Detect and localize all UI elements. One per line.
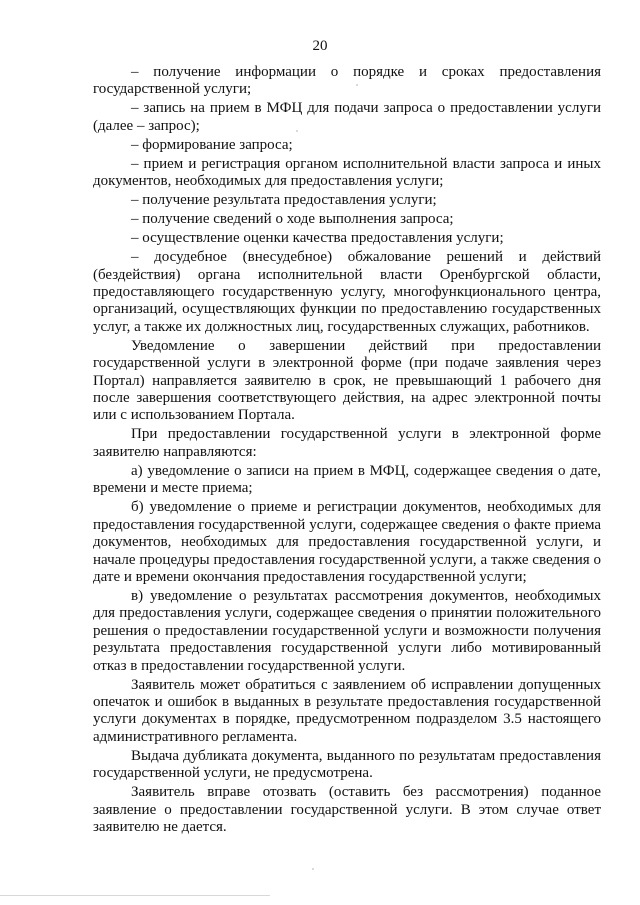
scan-artifact-line	[0, 895, 270, 896]
paragraph: Выдача дубликата документа, выданного по результатам предоставления государственной услуги, не предусмотрена.	[93, 747, 601, 782]
scan-artifact-dot	[312, 868, 314, 870]
paragraph: – получение информации о порядке и сроках предоставления государственной услуги;	[93, 64, 601, 98]
paragraph: – запись на прием в МФЦ для подачи запроса о предоставлении услуги (далее – запрос);	[93, 100, 601, 134]
paragraph: – осуществление оценки качества предоставления услуги;	[131, 230, 504, 247]
page-number: 20	[312, 38, 328, 54]
scan-artifact-dot	[296, 130, 298, 132]
paragraph: – получение сведений о ходе выполнения запроса;	[131, 211, 454, 228]
paragraph: Заявитель может обратиться с заявлением об исправлении допущенных опечаток и ошибок в выданных в результате предоставления государственной услуги документах в порядке, предусмотренном подразделом 3.5 настоящего административного регламента.	[93, 676, 601, 745]
paragraph: Уведомление о завершении действий при предоставлении государственной услуги в электронной форме (при подаче заявления через Портал) направляется заявителю в срок, не превышающий 1 рабочего дня после завершения соответствующего действия, на адрес электронной почты или с использованием Портала.	[93, 337, 601, 424]
paragraph: б) уведомление о приеме и регистрации документов, необходимых для предоставления государственной услуги, содержащее сведения о факте приема документов, необходимых для предоставления государственной услуги, и начале процедуры предоставления государственной услуги, а также сведения о дате и времени окончания предоставления государственной услуги;	[93, 499, 601, 585]
paragraph: Заявитель вправе отозвать (оставить без рассмотрения) поданное заявление о предоставлении государственной услуги. В этом случае ответ заявителю не дается.	[93, 784, 601, 835]
paragraph: – прием и регистрация органом исполнительной власти запроса и иных документов, необходимых для предоставления услуги;	[93, 155, 601, 190]
paragraph: При предоставлении государственной услуги в электронной форме заявителю направляются:	[93, 426, 601, 460]
paragraph: а) уведомление о записи на прием в МФЦ, содержащее сведения о дате, времени и месте приема;	[93, 462, 601, 497]
paragraph: в) уведомление о результатах рассмотрения документов, необходимых для предоставления услуги, содержащее сведения о принятии положительного решения о предоставлении государственной услуги и возможности получения результата предоставления государственной услуги либо мотивированный отказ в предоставлении государственной услуги.	[93, 587, 601, 674]
document-body	[93, 64, 601, 838]
paragraph: – формирование запроса;	[131, 136, 293, 153]
paragraph: – досудебное (внесудебное) обжалование решений и действий (бездействия) органа исполнительной власти Оренбургской области, предоставляющего государственную услугу, многофункционального центра, организаций, осуществляющих функции по предоставлению государственных услуг, а также их должностных лиц, государственных служащих, работников.	[93, 249, 601, 335]
scan-artifact-dot	[356, 84, 358, 86]
paragraph: – получение результата предоставления услуги;	[131, 192, 437, 209]
